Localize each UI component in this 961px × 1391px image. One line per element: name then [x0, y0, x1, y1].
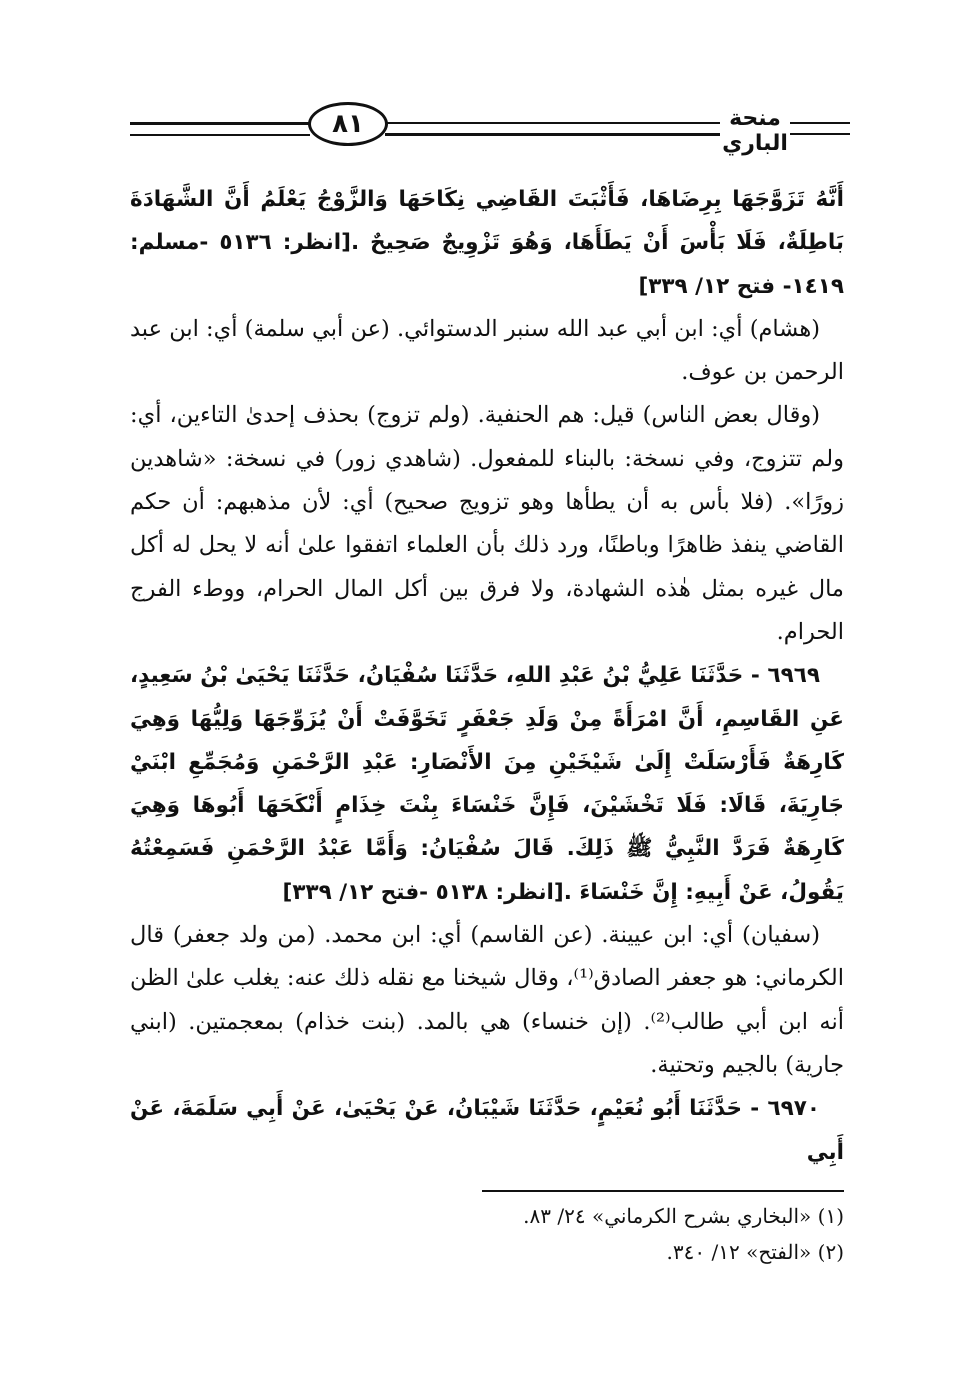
page-number: ٨١ [308, 102, 388, 146]
paragraph-commentary-hanafiyya: (وقال بعض الناس) قيل: هم الحنفية. (ولم تزوج) بحذف إحدىٰ التاءين، أي: ولم تتزوج، وفي نسخة: بالبناء للمفعول. (شاهدي زور) في نسخة: «شاهدين زورًا». (فلا بأس به أن يطأها وهو تزويج صحيح) أي: لأن مذهبهم: أن حكم القاضي ينفذ ظاهرًا وباطنًا، ورد ذلك بأن العلماء اتفقوا علىٰ أنه لا يحل له أكل مال غيره بمثل هٰذه الشهادة، ولا فرق بين أكل المال الحرام، ووطء الفرج الحرام. [130, 402, 844, 645]
header-rule-left [130, 122, 310, 136]
footnote-1: (١) «البخاري بشرح الكرماني» ٢٤/ ٨٣. [523, 1204, 844, 1228]
footnote-divider [482, 1190, 844, 1192]
paragraph-commentary-hisham: (هشام) أي: ابن أبي عبد الله سنبر الدستوائي. (عن أبي سلمة) أي: ابن عبد الرحمن بن عوف. [130, 315, 844, 386]
paragraph-commentary-sufyan: (سفيان) أي: ابن عيينة. (عن القاسم) أي: ابن محمد. (من ولد جعفر) قال الكرماني: هو جعفر الصادق⁽¹⁾، وقال شيخنا مع نقله ذلك عنه: يغلب علىٰ الظن أنه ابن أبي طالب⁽²⁾. (إن خنساء) هي بالمد. (بنت خذام) بمعجمتين. (ابني جارية) بالجيم وتحتية. [130, 922, 844, 1078]
header-rule-middle [385, 122, 720, 136]
paragraph-hadith-6970: ٦٩٧٠ - حَدَّثَنَا أَبُو نُعَيْمٍ، حَدَّثَنَا شَيْبَانُ، عَنْ يَحْيَىٰ، عَنْ أَبِي سَلَمَةَ، عَنْ أَبِي [130, 1096, 844, 1165]
paragraph-hadith-6969: ٦٩٦٩ - حَدَّثَنَا عَلِيُّ بْنُ عَبْدِ اللهِ، حَدَّثَنَا سُفْيَانُ، حَدَّثَنَا يَحْيَىٰ بْنُ سَعِيدٍ، عَنِ القَاسِمِ، أَنَّ امْرَأَةً مِنْ وَلَدِ جَعْفَرٍ تَخَوَّفَتْ أَنْ يُزَوِّجَهَا وَلِيُّهَا وَهِيَ كَارِهَةٌ فَأَرْسَلَتْ إِلَىٰ شَيْخَيْنِ مِنَ الأَنْصَارِ: عَبْدِ الرَّحْمَنِ وَمُجَمِّعِ ابْنَيْ جَارِيَةَ، قَالَا: فَلَا تَخْشَيْنَ، فَإِنَّ خَنْسَاءَ بِنْتَ خِذَامٍ أَنْكَحَهَا أَبُوهَا وَهِيَ كَارِهَةٌ فَرَدَّ النَّبِيُّ ﷺ ذَلِكَ. قَالَ سُفْيَانُ: وَأَمَّا عَبْدُ الرَّحْمَنِ فَسَمِعْتُهُ يَقُولُ، عَنْ أَبِيهِ: إِنَّ خَنْسَاءَ .[انظر: ٥١٣٨ -فتح ١٢/ ٣٣٩] [130, 663, 844, 905]
footnotes [482, 1198, 844, 1270]
header-rule-right [790, 122, 850, 135]
paragraph-hadith-continuation: أَنَّهُ تَزَوَّجَهَا بِرِضَاهَا، فَأَثْبَتَ القَاضِي نِكَاحَهَا وَالزَّوْجُ يَعْلَمُ أَنَّ الشَّهَادَةَ بَاطِلَةٌ، فَلَا بَأْسَ أَنْ يَطَأَهَا، وَهُوَ تَزْوِيجٌ صَحِيحٌ .[انظر: ٥١٣٦ -مسلم: ١٤١٩- فتح ١٢/ ٣٣٩] [130, 187, 844, 299]
main-text [130, 178, 844, 1174]
page-header [130, 100, 850, 156]
running-title: منحة الباري [722, 106, 788, 156]
footnote-2: (٢) «الفتح» ١٢/ ٣٤٠. [666, 1240, 844, 1264]
